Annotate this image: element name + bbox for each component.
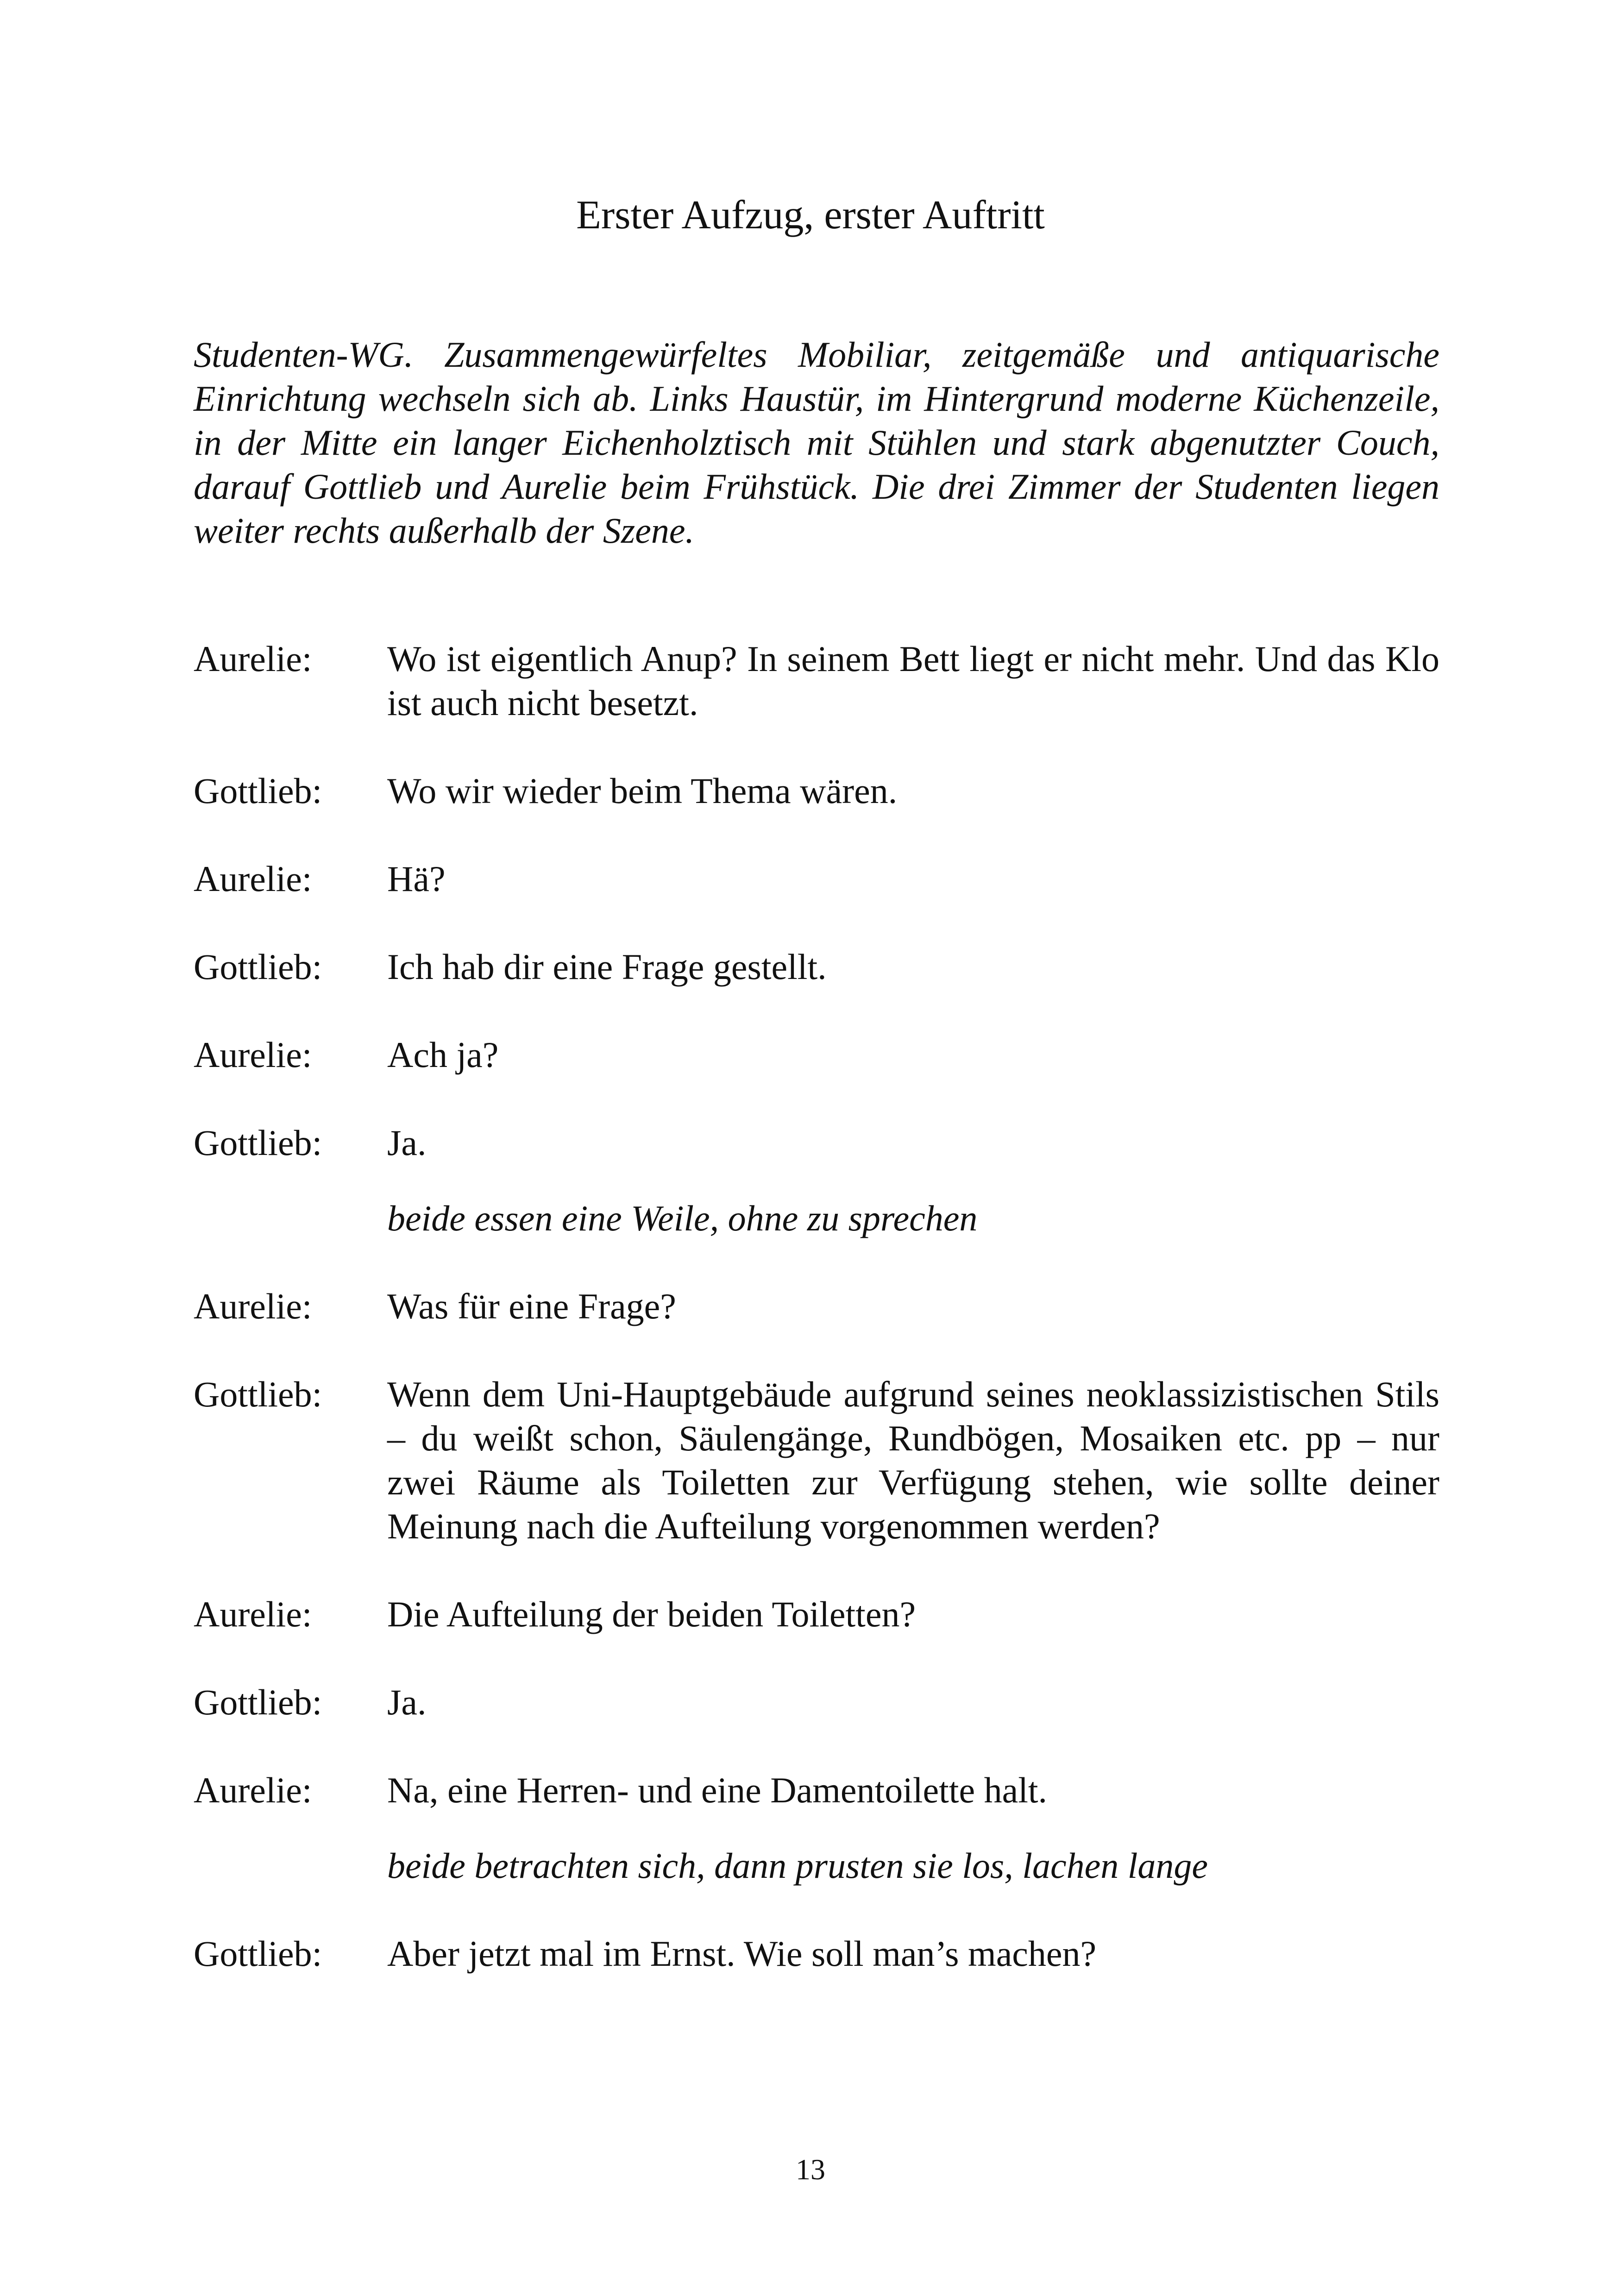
line-spacer [194,989,1439,1033]
speaker-name: Gottlieb: [194,771,322,811]
line-spacer [194,1636,1439,1680]
speech-text: Ja. [387,1123,427,1163]
speaker-name: Aurelie: [194,1035,312,1075]
speech-text: Was für eine Frage? [387,1286,676,1326]
stage-direction: beide betrachten sich, dann prusten sie los, lachen lange [387,1845,1208,1886]
speech-text: Ach ja? [387,1035,499,1075]
speaker-name: Gottlieb: [194,947,322,987]
line-spacer [194,1077,1439,1121]
dialogue-line [194,1121,1439,1165]
line-spacer [194,1165,1439,1196]
line-spacer [194,813,1439,857]
speaker-name: Aurelie: [194,1770,312,1810]
dialogue-line [194,1932,1439,1976]
stage-direction-intro: Studenten-WG. Zusammengewürfeltes Mobiliar, zeitgemäße und antiquarische Einrichtung wechseln sich ab. Links Haustür, im Hintergrund moderne Küchenzeile, in der Mitte ein langer Eichenholztisch mit Stühlen und stark abgenutzter Couch, darauf Gottlieb und Aurelie beim Frühstück. Die drei Zimmer der Studenten liegen weiter rechts außerhalb der Szene. [194,334,1439,551]
dialogue [194,637,1439,1976]
speaker-name: Gottlieb: [194,1374,322,1414]
line-spacer [194,725,1439,769]
speaker-name: Gottlieb: [194,1123,322,1163]
speaker-name: Gottlieb: [194,1682,322,1722]
speech-text: Hä? [387,859,446,899]
speech-text: Aber jetzt mal im Ernst. Wie soll man’s machen? [387,1933,1097,1974]
speaker-name: Aurelie: [194,639,312,679]
speaker-name: Aurelie: [194,859,312,899]
dialogue-line [194,1592,1439,1636]
speech-text: Wo ist eigentlich Anup? In seinem Bett liegt er nicht mehr. Und das Klo ist auch nicht besetzt. [387,639,1439,723]
line-spacer [194,1724,1439,1768]
speech-text: Wenn dem Uni-Hauptgebäude aufgrund seines neoklassizistischen Stils – du weißt schon, Säulengänge, Rundbögen, Mosaiken etc. pp – nur zwei Räume als Toiletten zur Verfügung stehen, wie sollte deiner Meinung nach die Aufteilung vorgenommen werden? [387,1374,1439,1546]
line-spacer [194,1548,1439,1592]
dialogue-line [194,1680,1439,1724]
speech-text: Wo wir wieder beim Thema wären. [387,771,898,811]
dialogue-line [194,1768,1439,1812]
speaker-name: Gottlieb: [194,1933,322,1974]
page-number: 13 [796,2153,825,2186]
speech-text: Na, eine Herren- und eine Damentoilette halt. [387,1770,1048,1810]
dialogue-line [194,769,1439,813]
stage-direction: beide essen eine Weile, ohne zu sprechen [387,1198,978,1238]
line-spacer [194,1812,1439,1844]
speaker-name: Aurelie: [194,1594,312,1634]
line-spacer [194,1888,1439,1932]
dialogue-line [194,1372,1439,1548]
line-spacer [194,1328,1439,1372]
dialogue-line [194,637,1439,725]
dialogue-line [194,945,1439,989]
dialogue-line [194,1033,1439,1077]
line-spacer [194,1240,1439,1284]
line-spacer [194,901,1439,945]
dialogue-line [194,857,1439,901]
scene-title: Erster Aufzug, erster Auftritt [576,193,1045,238]
speaker-name: Aurelie: [194,1286,312,1326]
dialogue-line [194,1284,1439,1328]
speech-text: Die Aufteilung der beiden Toiletten? [387,1594,916,1634]
speech-text: Ja. [387,1682,427,1722]
speech-text: Ich hab dir eine Frage gestellt. [387,947,827,987]
